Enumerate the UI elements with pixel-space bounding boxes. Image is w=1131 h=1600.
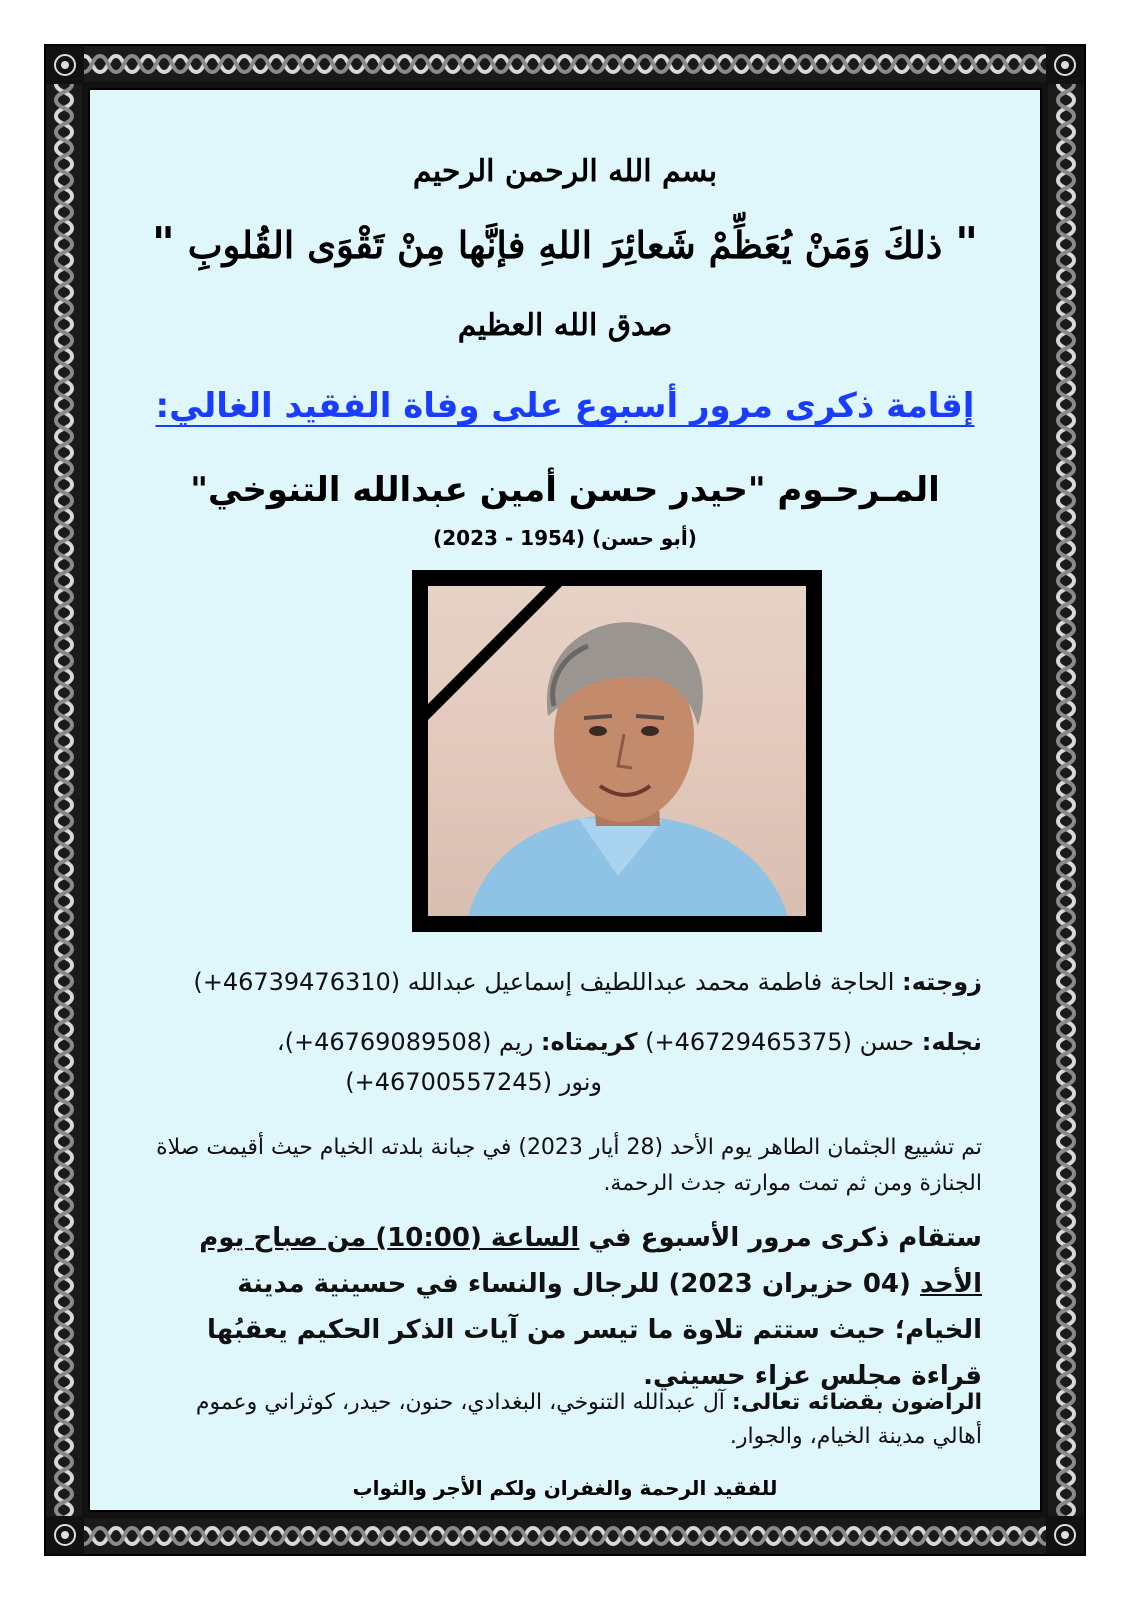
deceased-dates: (أبو حسن) (1954 - 2023) — [433, 526, 697, 550]
basmala: بسم الله الرحمن الرحيم — [412, 154, 718, 189]
braid-border-right — [1048, 84, 1084, 1516]
quote-mark: " — [955, 218, 979, 269]
quote-mark: " — [151, 218, 175, 269]
memorial-heading: إقامة ذكرى مرور أسبوع على وفاة الفقيد الغالي: — [155, 386, 975, 426]
verse-text: ذلكَ وَمَنْ يُعَظِّمْ شَعائِرَ اللهِ فإنَّها مِنْ تَقْوَى القُلوبِ — [187, 223, 943, 267]
sons-label: نجله: — [921, 1028, 982, 1056]
memorial-time: الساعة (10:00) من صباح يوم الأحد — [199, 1223, 982, 1299]
daughters-label: كريمتاه: — [540, 1028, 638, 1056]
wife-text: الحاجة فاطمة محمد عبداللطيف إسماعيل عبدالله (46739476310+) — [193, 968, 895, 996]
braid-border-left — [46, 84, 82, 1516]
portrait-frame — [412, 570, 822, 932]
braid-border-bottom — [84, 1518, 1046, 1554]
quran-verse — [90, 218, 1040, 269]
condolence-footer: للفقيد الرحمة والغفران ولكم الأجر والثواب — [352, 1476, 778, 1500]
corner-ornament-icon — [46, 46, 84, 84]
family-text: آل عبدالله التنوخي، البغدادي، حنون، حيدر، كوثراني وعموم أهالي مدينة الخيام، والجوار. — [195, 1390, 982, 1449]
braid-border-top — [84, 46, 1046, 82]
memorial-text-2: (04 حزيران 2023) للرجال والنساء في حسينية مدينة الخيام؛ حيث ستتم تلاوة ما تيسر من آيات الذكر الحكيم يعقبُها قراءة مجلس عزاء حسيني. — [207, 1269, 982, 1391]
memorial-text-1: ستقام ذكرى مرور الأسبوع في — [579, 1223, 982, 1253]
deceased-name: المـرحـوم "حيدر حسن أمين عبدالله التنوخي" — [190, 470, 940, 510]
decorative-border-frame — [44, 44, 1086, 1556]
corner-ornament-icon — [46, 1516, 84, 1554]
family-label: الراضون بقضائه تعالى: — [731, 1390, 982, 1415]
children-line — [152, 1022, 982, 1102]
daughters-text-2: ونور (46700557245+) — [345, 1068, 602, 1096]
sons-text: حسن (46729465375+) — [645, 1028, 915, 1056]
corner-ornament-icon — [1046, 46, 1084, 84]
obituary-content-area — [88, 88, 1042, 1512]
corner-ornament-icon — [1046, 1516, 1084, 1554]
family-paragraph — [152, 1386, 982, 1454]
memorial-paragraph — [152, 1215, 982, 1399]
daughters-text: ريم (46769089508+)، — [276, 1028, 534, 1056]
sadaq-line: صدق الله العظيم — [457, 308, 673, 343]
wife-line — [152, 962, 982, 1002]
portrait-photo — [428, 586, 806, 916]
mourning-ribbon-icon — [428, 586, 806, 916]
funeral-paragraph: تم تشييع الجثمان الطاهر يوم الأحد (28 أيار 2023) في جبانة بلدته الخيام حيث أقيمت صلاة الجنازة ومن ثم تمت موارته جدث الرحمة. — [156, 1135, 982, 1196]
wife-label: زوجته: — [902, 968, 982, 996]
